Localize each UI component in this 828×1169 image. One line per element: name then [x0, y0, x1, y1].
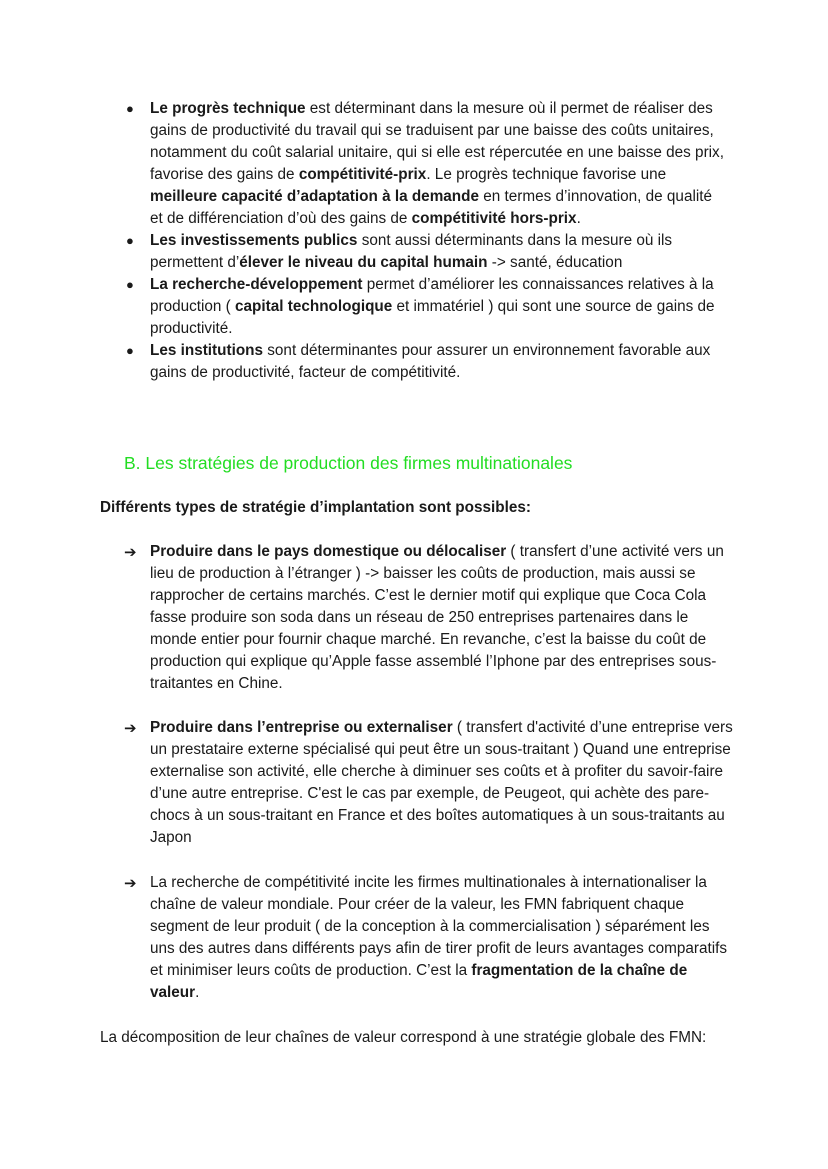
list-item: ● Les investissements publics sont aussi déterminants dans la mesure où ils permettent d’élever le niveau du capital humain -> santé, éducation — [126, 232, 673, 271]
bullet-list — [118, 98, 728, 384]
closing-paragraph: La décomposition de leur chaînes de valeur correspond à une stratégie globale des FMN: — [100, 1029, 707, 1046]
arrow-list-item — [124, 872, 734, 1004]
arrow-right-icon: ➔ — [124, 874, 137, 892]
list-item: ➔ La recherche de compétitivité incite les firmes multinationales à internationaliser la chaîne de valeur mondiale. Pour créer de la valeur, les FMN fabriquent chaque segment de leur produit ( de la conception à la commercialisation ) séparément les uns des autres dans différents pays afin de tirer profit de leurs avantages comparatifs et minimiser leurs coûts de production. C’est la fragmentation de la chaîne de valeur. — [124, 874, 728, 1001]
arrow-list-item — [124, 541, 734, 695]
list-item: ● Le progrès technique est déterminant dans la mesure où il permet de réaliser des gains de productivité du travail qui se traduisent par une baisse des coûts unitaires, notamment du coût salarial unitaire, qui si elle est répercutée en une baisse des prix, favorise des gains de compétitivité-prix. Le progrès technique favorise une meilleure capacité d’adaptation à la demande en termes d’innovation, de qualité et de différenciation d’où des gains de compétitivité hors-prix. — [126, 100, 724, 227]
list-item: ➔ Produire dans l’entreprise ou externaliser ( transfert d'activité d’une entreprise vers un prestataire externe spécialisé qui peut être un sous-traitant ) Quand une entreprise externalise son activité, elle cherche à diminuer ses coûts et à profiter du savoir-faire d’une autre entreprise. C'est le cas par exemple, de Peugeot, qui achète des pare-chocs à un sous-traitant en France et des boîtes automatiques à un sous-traitants au Japon — [124, 719, 733, 846]
arrow-list-item — [124, 717, 734, 849]
bullet-icon: ● — [126, 277, 134, 292]
section-heading: B. Les stratégies de production des firmes multinationales — [124, 453, 573, 473]
bullet-icon: ● — [126, 101, 134, 116]
list-item: ● La recherche-développement permet d’améliorer les connaissances relatives à la production ( capital technologique et immatériel ) qui sont une source de gains de productivité. — [126, 276, 715, 337]
list-item: ➔ Produire dans le pays domestique ou délocaliser ( transfert d’une activité vers un lieu de production à l’étranger ) -> baisser les coûts de production, mais aussi se rapprocher de certains marchés. C’est le dernier motif qui explique que Coca Cola fasse produire son soda dans un réseau de 250 entreprises partenaires dans le monde entier pour fournir chaque marché. En revanche, c’est la baisse du coût de production qui explique qu’Apple fasse assemblé l’Iphone par des entreprises sous-traitantes en Chine. — [124, 543, 724, 692]
bullet-icon: ● — [126, 233, 134, 248]
bullet-icon: ● — [126, 343, 134, 358]
arrow-right-icon: ➔ — [124, 719, 137, 737]
list-item: ● Les institutions sont déterminantes pour assurer un environnement favorable aux gains de productivité, facteur de compétitivité. — [126, 342, 711, 381]
intro-text: Différents types de stratégie d’implantation sont possibles: — [100, 499, 531, 516]
arrow-right-icon: ➔ — [124, 543, 137, 561]
